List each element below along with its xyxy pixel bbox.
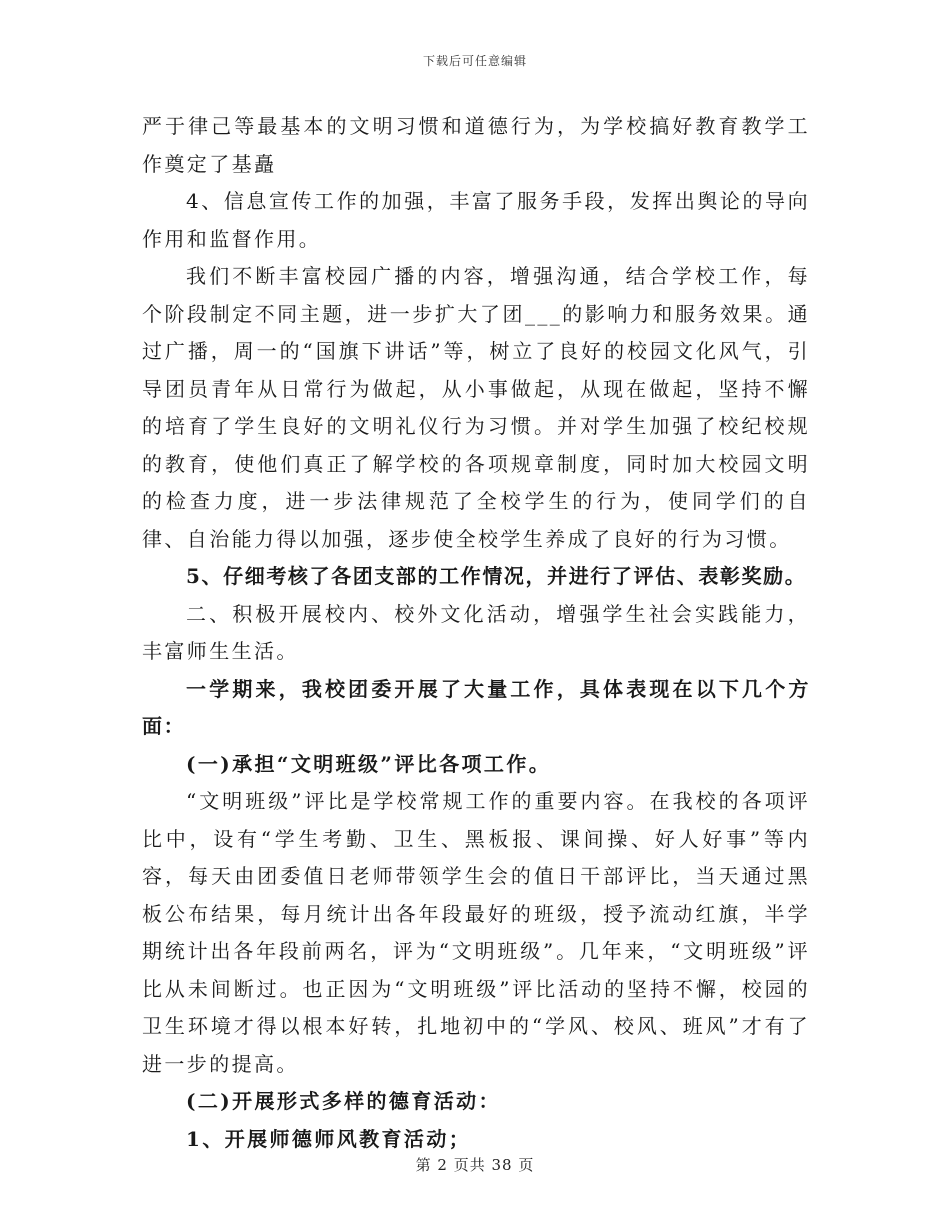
- paragraph-item-4: 4、信息宣传工作的加强，丰富了服务手段，发挥出舆论的导向作用和监督作用。: [142, 189, 810, 251]
- subheading-civilized-class: (一)承担“文明班级”评比各项工作。: [186, 751, 552, 776]
- paragraph-item-1: 1、开展师德师风教育活动；: [186, 1126, 472, 1151]
- document-body: [142, 108, 810, 1158]
- paragraph-broadcast: 我们不断丰富校园广播的内容，增强沟通，结合学校工作，每个阶段制定不同主题，进一步扩大了团___的影响力和服务效果。通过广播，周一的“国旗下讲话”等，树立了良好的校园文化风气，引导团员青年从日常行为做起，从小事做起，从现在做起，坚持不懈的培育了学生良好的文明礼仪行为习惯。并对学生加强了校纪校规的教育，使他们真正了解学校的各项规章制度，同时加大校园文明的检查力度，进一步法律规范了全校学生的行为，使同学们的自律、自治能力得以加强，逐步使全校学生养成了良好的行为习惯。: [142, 264, 810, 551]
- paragraph-semester-summary: 一学期来，我校团委开展了大量工作，具体表现在以下几个方面：: [142, 676, 810, 738]
- subheading-moral-activities: (二)开展形式多样的德育活动：: [186, 1089, 501, 1113]
- page-footer: 第 2 页共 38 页: [415, 1156, 535, 1174]
- paragraph-continuation: 严于律己等最基本的文明习惯和道德行为，为学校搞好教育教学工作奠定了基矗: [142, 114, 810, 176]
- page-header: 下载后可任意编辑: [422, 54, 527, 68]
- paragraph-civilized-class: “文明班级”评比是学校常规工作的重要内容。在我校的各项评比中，设有“学生考勤、卫生、黑板报、课间操、好人好事”等内容，每天由团委值日老师带领学生会的值日干部评比，当天通过黑板公布结果，每月统计出各年段最好的班级，授予流动红旗，半学期统计出各年段前两名，评为“文明班级”。几年来，“文明班级”评比从未间断过。也正因为“文明班级”评比活动的坚持不懈，校园的卫生环境才得以根本好转，扎地初中的“学风、校风、班风”才有了进一步的提高。: [142, 789, 810, 1076]
- section-heading-two: 二、积极开展校内、校外文化活动，增强学生社会实践能力，丰富师生生活。: [142, 601, 810, 663]
- paragraph-item-5: 5、仔细考核了各团支部的工作情况，并进行了评估、表彰奖励。: [186, 564, 807, 588]
